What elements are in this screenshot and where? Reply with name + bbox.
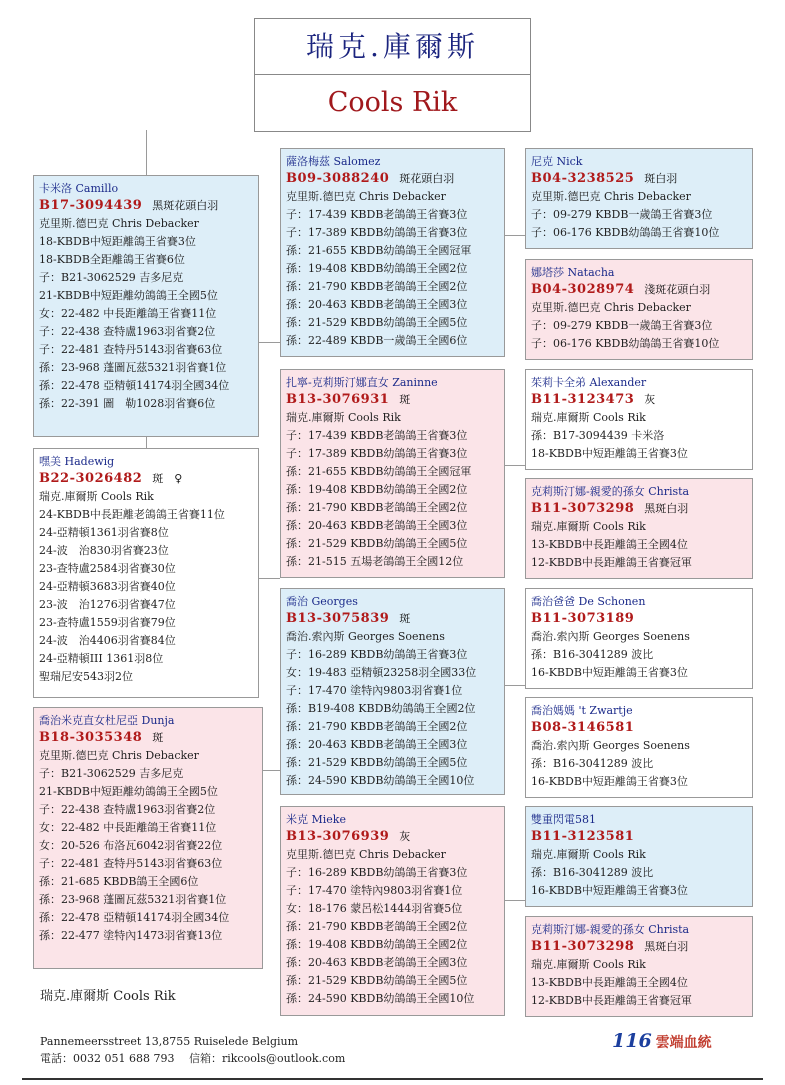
card-line: 孫：21-685 KBDB鴿王全國6位 — [39, 875, 199, 888]
card-line: 子：06-176 KBDB幼鴿鴿王省賽10位 — [531, 226, 720, 239]
pigeon-name: 扎寧-克莉斯汀娜直女 Zaninne — [286, 376, 438, 389]
card-line: 孫：22-478 亞精頓14174羽全國34位 — [39, 911, 230, 924]
feather-color: 斑花頭白羽 — [399, 172, 455, 185]
ring-number: B09-3088240 斑花頭白羽 — [286, 171, 455, 186]
card-line: 女：18-176 蒙呂松1444羽省賽5位 — [286, 902, 463, 915]
card-line: 子：22-481 查特丹5143羽省賽63位 — [39, 343, 223, 356]
card-line: 16-KBDB中短距離鴿王省賽3位 — [531, 775, 688, 788]
pigeon-name: 喬治爸爸 De Schonen — [531, 595, 646, 608]
connector — [258, 578, 280, 579]
card-line: 女：22-482 中長距離鴿王省賽11位 — [39, 307, 217, 320]
pigeon-name: 克莉斯汀娜-親愛的孫女 Christa — [531, 485, 690, 498]
card-line: 24-亞精頓III 1361羽8位 — [39, 652, 164, 665]
feather-color: 黑斑花頭白羽 — [152, 199, 219, 212]
connector — [505, 235, 525, 236]
card-line: 克里斯.德巴克 Chris Debacker — [531, 301, 691, 314]
ring-number: B04-3028974 淺斑花頭白羽 — [531, 282, 711, 297]
card-line: 子：17-389 KBDB幼鴿鴿王省賽3位 — [286, 447, 468, 460]
pigeon-name: 雙重閃電581 — [531, 813, 596, 826]
card-line: 克里斯.德巴克 Chris Debacker — [39, 749, 199, 762]
card-line: 孫：21-790 KBDB老鴿鴿王全國2位 — [286, 280, 468, 293]
title-box — [254, 18, 531, 132]
ring-number: B13-3076931 斑 — [286, 392, 411, 407]
card-line: 孫：19-408 KBDB幼鴿鴿王全國2位 — [286, 938, 468, 951]
pedigree-card-gg-2 — [525, 259, 753, 360]
card-line: 子：B21-3062529 吉多尼克 — [39, 767, 184, 780]
card-line: 孫：B19-408 KBDB幼鴿鴿王全國2位 — [286, 702, 476, 715]
pedigree-card-gg-6 — [525, 697, 753, 798]
feather-color: 灰 — [399, 830, 411, 843]
card-line: 克里斯.德巴克 Chris Debacker — [286, 848, 446, 861]
pedigree-card-grandsire-2 — [280, 588, 505, 795]
pedigree-card-gg-3 — [525, 369, 753, 470]
ring-number: B11-3073189 — [531, 611, 635, 626]
card-line: 瑞克.庫爾斯 Cools Rik — [39, 490, 154, 503]
card-line: 孫：21-655 KBDB幼鴿鴿王全國冠軍 — [286, 244, 472, 257]
feather-color: 黑斑白羽 — [644, 940, 689, 953]
card-line: 孫：21-790 KBDB老鴿鴿王全國2位 — [286, 501, 468, 514]
ring-number: B13-3075839 斑 — [286, 611, 411, 626]
card-line: 12-KBDB中長距離鴿王省賽冠軍 — [531, 994, 692, 1007]
connector — [505, 685, 525, 686]
title-english-name: Cools Rik — [327, 87, 458, 118]
card-line: 瑞克.庫爾斯 Cools Rik — [531, 848, 646, 861]
card-line: 24-亞精頓3683羽省賽40位 — [39, 580, 176, 593]
connector — [146, 436, 147, 448]
card-line: 18-KBDB全距離鴿王省賽6位 — [39, 253, 185, 266]
card-line: 13-KBDB中長距離鴿王全國4位 — [531, 976, 688, 989]
pedigree-card-dam — [33, 707, 263, 969]
pigeon-name: 米克 Mieke — [286, 813, 346, 826]
card-line: 女：22-482 中長距離鴿王省賽11位 — [39, 821, 217, 834]
card-line: 孫：20-463 KBDB老鴿鴿王全國3位 — [286, 738, 468, 751]
brand-logo — [612, 1030, 712, 1052]
card-line: 孫：20-463 KBDB老鴿鴿王全國3位 — [286, 956, 468, 969]
pedigree-card-sire — [33, 175, 259, 437]
pedigree-card-gg-1 — [525, 148, 753, 249]
pigeon-name: 克莉斯汀娜-親愛的孫女 Christa — [531, 923, 690, 936]
card-line: 子：06-176 KBDB幼鴿鴿王省賽10位 — [531, 337, 720, 350]
card-line: 16-KBDB中短距離鴿王省賽3位 — [531, 884, 688, 897]
ring-number: B08-3146581 — [531, 720, 635, 735]
card-line: 18-KBDB中短距離鴿王省賽3位 — [39, 235, 196, 248]
card-line: 克里斯.德巴克 Chris Debacker — [39, 217, 199, 230]
ring-number: B11-3073298 黑斑白羽 — [531, 939, 689, 954]
pedigree-card-gg-7 — [525, 806, 753, 907]
card-line: 孫：21-529 KBDB幼鴿鴿王全國5位 — [286, 756, 468, 769]
pedigree-card-gg-4 — [525, 478, 753, 579]
pigeon-name: 嘿美 Hadewig — [39, 455, 115, 468]
card-line: 克里斯.德巴克 Chris Debacker — [286, 190, 446, 203]
card-line: 24-KBDB中長距離老鴿鴿王省賽11位 — [39, 508, 225, 521]
pedigree-card-grandsire-1 — [280, 148, 505, 357]
card-line: 24-亞精頓1361羽省賽8位 — [39, 526, 169, 539]
card-line: 喬治.索內斯 Georges Soenens — [286, 630, 445, 643]
card-line: 孫：24-590 KBDB幼鴿鴿王全國10位 — [286, 774, 475, 787]
pigeon-name: 卡米洛 Camillo — [39, 182, 119, 195]
card-line: 孫：19-408 KBDB幼鴿鴿王全國2位 — [286, 483, 468, 496]
ring-number: B17-3094439 黑斑花頭白羽 — [39, 198, 219, 213]
card-line: 子：09-279 KBDB一歲鴿王省賽3位 — [531, 208, 713, 221]
feather-color: 斑白羽 — [644, 172, 678, 185]
card-line: 子：16-289 KBDB幼鴿鴿王省賽3位 — [286, 866, 468, 879]
pedigree-card-granddam-1 — [280, 369, 505, 578]
card-line: 瑞克.庫爾斯 Cools Rik — [531, 411, 646, 424]
card-line: 23-波 治1276羽省賽47位 — [39, 598, 176, 611]
pigeon-name: 薩洛梅茲 Salomez — [286, 155, 381, 168]
card-line: 子：22-438 查特盧1963羽省賽2位 — [39, 325, 216, 338]
card-line: 瑞克.庫爾斯 Cools Rik — [286, 411, 401, 424]
address: Pannemeersstreet 13,8755 Ruiselede Belgium — [40, 1035, 299, 1048]
card-line: 孫：B16-3041289 波比 — [531, 757, 654, 770]
card-line: 子：16-289 KBDB幼鴿鴿王省賽3位 — [286, 648, 468, 661]
ring-number: B11-3073298 黑斑白羽 — [531, 501, 689, 516]
connector — [262, 770, 280, 771]
card-line: 孫：20-463 KBDB老鴿鴿王全國3位 — [286, 519, 468, 532]
card-line: 孫：21-515 五場老鴿鴿王全國12位 — [286, 555, 464, 568]
card-line: 子：09-279 KBDB一歲鴿王省賽3位 — [531, 319, 713, 332]
card-line: 孫：23-968 蓬圖瓦茲5321羽省賽1位 — [39, 361, 227, 374]
card-line: 24-波 治4406羽省賽84位 — [39, 634, 176, 647]
feather-color: 斑 — [152, 731, 164, 744]
ring-number: B11-3123581 — [531, 829, 635, 844]
card-line: 瑞克.庫爾斯 Cools Rik — [531, 958, 646, 971]
connector — [146, 130, 147, 175]
card-line: 21-KBDB中短距離幼鴿鴿王全國5位 — [39, 289, 218, 302]
pigeon-name: 娜塔莎 Natacha — [531, 266, 615, 279]
pedigree-card-granddam-2 — [280, 806, 505, 1016]
ring-number: B18-3035348 斑 — [39, 730, 164, 745]
bottom-divider — [22, 1078, 763, 1080]
card-line: 子：17-389 KBDB幼鴿鴿王省賽3位 — [286, 226, 468, 239]
card-line: 喬治.索內斯 Georges Soenens — [531, 739, 690, 752]
card-line: 克里斯.德巴克 Chris Debacker — [531, 190, 691, 203]
pigeon-name: 茱莉卡全弟 Alexander — [531, 376, 647, 389]
card-line: 孫：19-408 KBDB幼鴿鴿王全國2位 — [286, 262, 468, 275]
card-line: 孫：21-529 KBDB幼鴿鴿王全國5位 — [286, 316, 468, 329]
contact-block — [40, 1033, 345, 1067]
card-line: 13-KBDB中長距離鴿王全國4位 — [531, 538, 688, 551]
card-line: 孫：21-529 KBDB幼鴿鴿王全國5位 — [286, 974, 468, 987]
card-line: 瑞克.庫爾斯 Cools Rik — [531, 520, 646, 533]
pedigree-card-subject — [33, 448, 259, 698]
connector — [505, 465, 525, 466]
card-line: 孫：21-655 KBDB幼鴿鴿王全國冠軍 — [286, 465, 472, 478]
card-line: 子：17-439 KBDB老鴿鴿王省賽3位 — [286, 429, 468, 442]
pedigree-card-gg-8 — [525, 916, 753, 1017]
card-line: 孫：B17-3094439 卡米洛 — [531, 429, 665, 442]
card-line: 女：20-526 布洛瓦6042羽省賽22位 — [39, 839, 223, 852]
ring-number: B04-3238525 斑白羽 — [531, 171, 678, 186]
card-line: 孫：23-968 蓬圖瓦茲5321羽省賽1位 — [39, 893, 227, 906]
feather-color: 黑斑白羽 — [644, 502, 689, 515]
pigeon-name: 喬治米克直女杜尼亞 Dunja — [39, 714, 175, 727]
card-line: 24-波 治830羽省賽23位 — [39, 544, 169, 557]
feather-color: 斑 ♀ — [152, 472, 183, 485]
card-line: 12-KBDB中長距離鴿王省賽冠軍 — [531, 556, 692, 569]
card-line: 女：19-483 亞精頓23258羽全國33位 — [286, 666, 477, 679]
card-line: 孫：21-790 KBDB老鴿鴿王全國2位 — [286, 920, 468, 933]
card-line: 16-KBDB中短距離鴿王省賽3位 — [531, 666, 688, 679]
feather-color: 灰 — [644, 393, 656, 406]
connector — [505, 900, 525, 901]
contact-info: 電話：0032 051 688 793 信箱：rikcools@outlook.com — [40, 1052, 346, 1065]
ring-number: B22-3026482 斑 ♀ — [39, 471, 183, 486]
card-line: 喬治.索內斯 Georges Soenens — [531, 630, 690, 643]
card-line: 子：22-438 查特盧1963羽省賽2位 — [39, 803, 216, 816]
pigeon-name: 尼克 Nick — [531, 155, 583, 168]
card-line: 聖瑞尼安543羽2位 — [39, 670, 133, 683]
pigeon-name: 喬治媽媽 't Zwartje — [531, 704, 633, 717]
card-line: 子：17-470 塗特內9803羽省賽1位 — [286, 684, 463, 697]
card-line: 孫：B16-3041289 波比 — [531, 866, 654, 879]
connector — [258, 342, 280, 343]
card-line: 子：B21-3062529 吉多尼克 — [39, 271, 184, 284]
card-line: 孫：22-478 亞精頓14174羽全國34位 — [39, 379, 230, 392]
card-line: 孫：24-590 KBDB幼鴿鴿王全國10位 — [286, 992, 475, 1005]
card-line: 23-查特盧1559羽省賽79位 — [39, 616, 176, 629]
pigeon-name: 喬治 Georges — [286, 595, 358, 608]
card-line: 孫：22-489 KBDB一歲鴿王全國6位 — [286, 334, 468, 347]
feather-color: 斑 — [399, 393, 411, 406]
feather-color: 淺斑花頭白羽 — [644, 283, 711, 296]
feather-color: 斑 — [399, 612, 411, 625]
breeder-name: 瑞克.庫爾斯 Cools Rik — [40, 989, 176, 1004]
card-line: 孫：21-790 KBDB老鴿鴿王全國2位 — [286, 720, 468, 733]
card-line: 23-查特盧2584羽省賽30位 — [39, 562, 176, 575]
logo-number: 116 — [612, 1030, 652, 1052]
card-line: 孫：20-463 KBDB老鴿鴿王全國3位 — [286, 298, 468, 311]
logo-text: 雲端血統 — [655, 1035, 712, 1051]
card-line: 18-KBDB中短距離鴿王省賽3位 — [531, 447, 688, 460]
ring-number: B11-3123473 灰 — [531, 392, 656, 407]
card-line: 21-KBDB中短距離幼鴿鴿王全國5位 — [39, 785, 218, 798]
card-line: 子：17-470 塗特內9803羽省賽1位 — [286, 884, 463, 897]
card-line: 子：22-481 查特丹5143羽省賽63位 — [39, 857, 223, 870]
ring-number: B13-3076939 灰 — [286, 829, 411, 844]
card-line: 子：17-439 KBDB老鴿鴿王省賽3位 — [286, 208, 468, 221]
card-line: 孫：21-529 KBDB幼鴿鴿王全國5位 — [286, 537, 468, 550]
card-line: 孫：22-477 塗特內1473羽省賽13位 — [39, 929, 223, 942]
card-line: 孫：22-391 圖 勒1028羽省賽6位 — [39, 397, 216, 410]
card-line: 孫：B16-3041289 波比 — [531, 648, 654, 661]
pedigree-card-gg-5 — [525, 588, 753, 689]
title-chinese-name: 瑞克.庫爾斯 — [255, 19, 530, 75]
